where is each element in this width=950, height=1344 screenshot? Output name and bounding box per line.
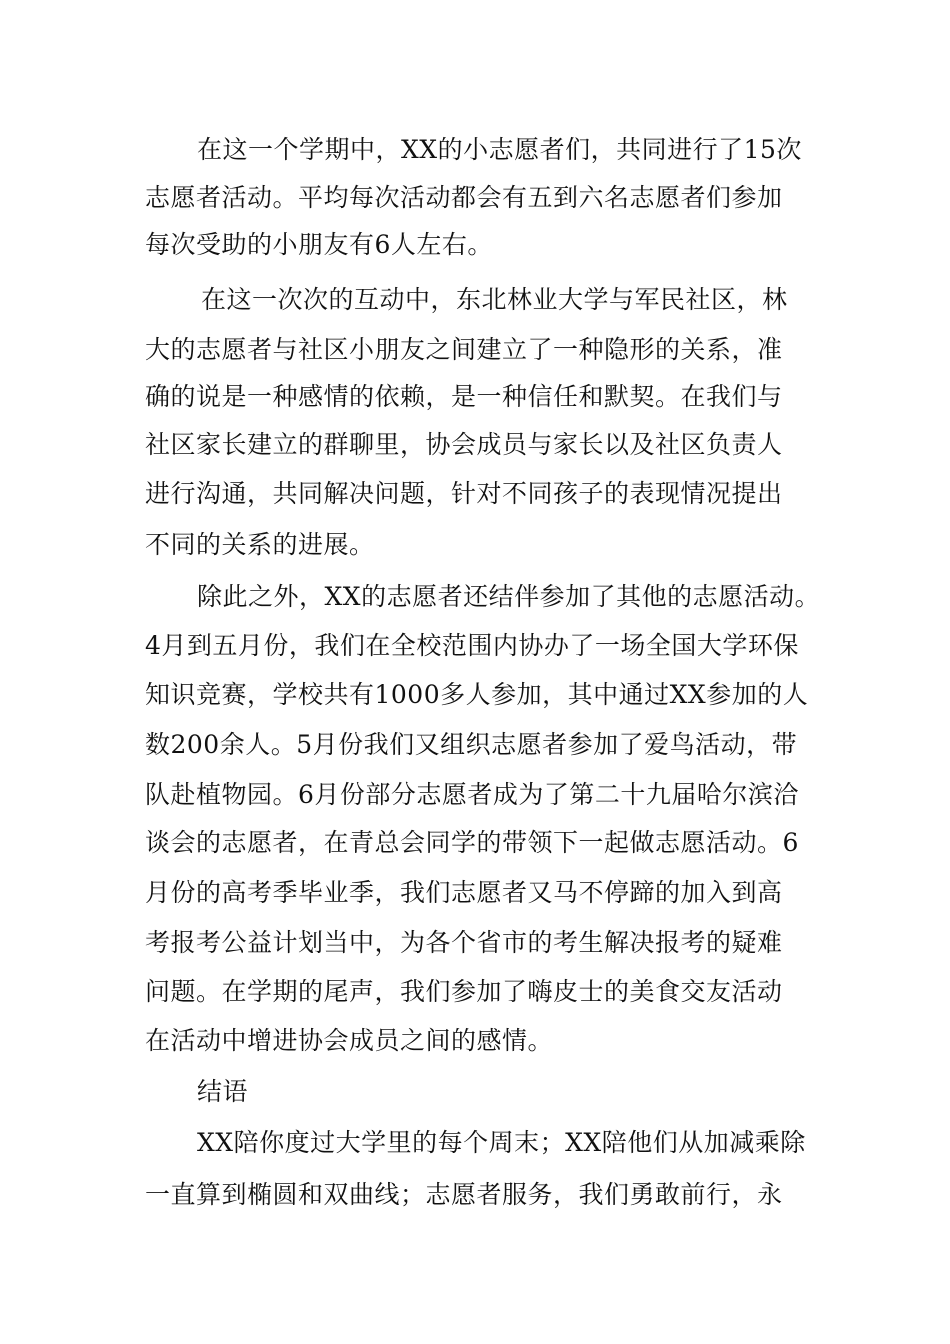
paragraph-2-line-6: 不同的关系的进展。: [145, 530, 375, 559]
paragraph-3-line-5: 队赴植物园。6月份部分志愿者成为了第二十九届哈尔滨洽: [145, 780, 799, 809]
paragraph-3-line-1: 除此之外，XX的志愿者还结伴参加了其他的志愿活动。: [197, 582, 821, 611]
paragraph-3-line-10: 在活动中增进协会成员之间的感情。: [145, 1026, 554, 1055]
paragraph-2-line-3: 确的说是一种感情的依赖，是一种信任和默契。在我们与: [145, 382, 783, 411]
paragraph-3-line-6: 谈会的志愿者，在青总会同学的带领下一起做志愿活动。6: [145, 828, 799, 857]
paragraph-2-line-4: 社区家长建立的群聊里，协会成员与家长以及社区负责人: [145, 430, 783, 459]
section-heading-conclusion: 结语: [197, 1077, 249, 1106]
paragraph-3-line-2: 4月到五月份，我们在全校范围内协办了一场全国大学环保: [145, 631, 799, 660]
paragraph-2-line-5: 进行沟通，共同解决问题，针对不同孩子的表现情况提出: [145, 479, 783, 508]
paragraph-2-line-2: 大的志愿者与社区小朋友之间建立了一种隐形的关系，准: [145, 335, 783, 364]
paragraph-4-line-2: 一直算到椭圆和双曲线；志愿者服务，我们勇敢前行，永: [145, 1180, 783, 1209]
paragraph-3-line-8: 考报考公益计划当中，为各个省市的考生解决报考的疑难: [145, 928, 783, 957]
paragraph-3-line-7: 月份的高考季毕业季，我们志愿者又马不停蹄的加入到高: [145, 878, 783, 907]
paragraph-4-line-1: XX陪你度过大学里的每个周末；XX陪他们从加减乘除: [197, 1128, 806, 1157]
paragraph-3-line-3: 知识竞赛，学校共有1000多人参加，其中通过XX参加的人: [145, 680, 809, 709]
paragraph-2-line-1: 在这一次次的互动中，东北林业大学与军民社区，林: [201, 285, 788, 314]
paragraph-1-line-2: 志愿者活动。平均每次活动都会有五到六名志愿者们参加: [145, 183, 783, 212]
paragraph-1-line-1: 在这一个学期中，XX的小志愿者们，共同进行了15次: [197, 135, 802, 164]
paragraph-1-line-3: 每次受助的小朋友有6人左右。: [145, 230, 493, 259]
paragraph-3-line-9: 问题。在学期的尾声，我们参加了嗨皮士的美食交友活动: [145, 977, 783, 1006]
paragraph-3-line-4: 数200余人。5月份我们又组织志愿者参加了爱鸟活动，带: [145, 730, 798, 759]
